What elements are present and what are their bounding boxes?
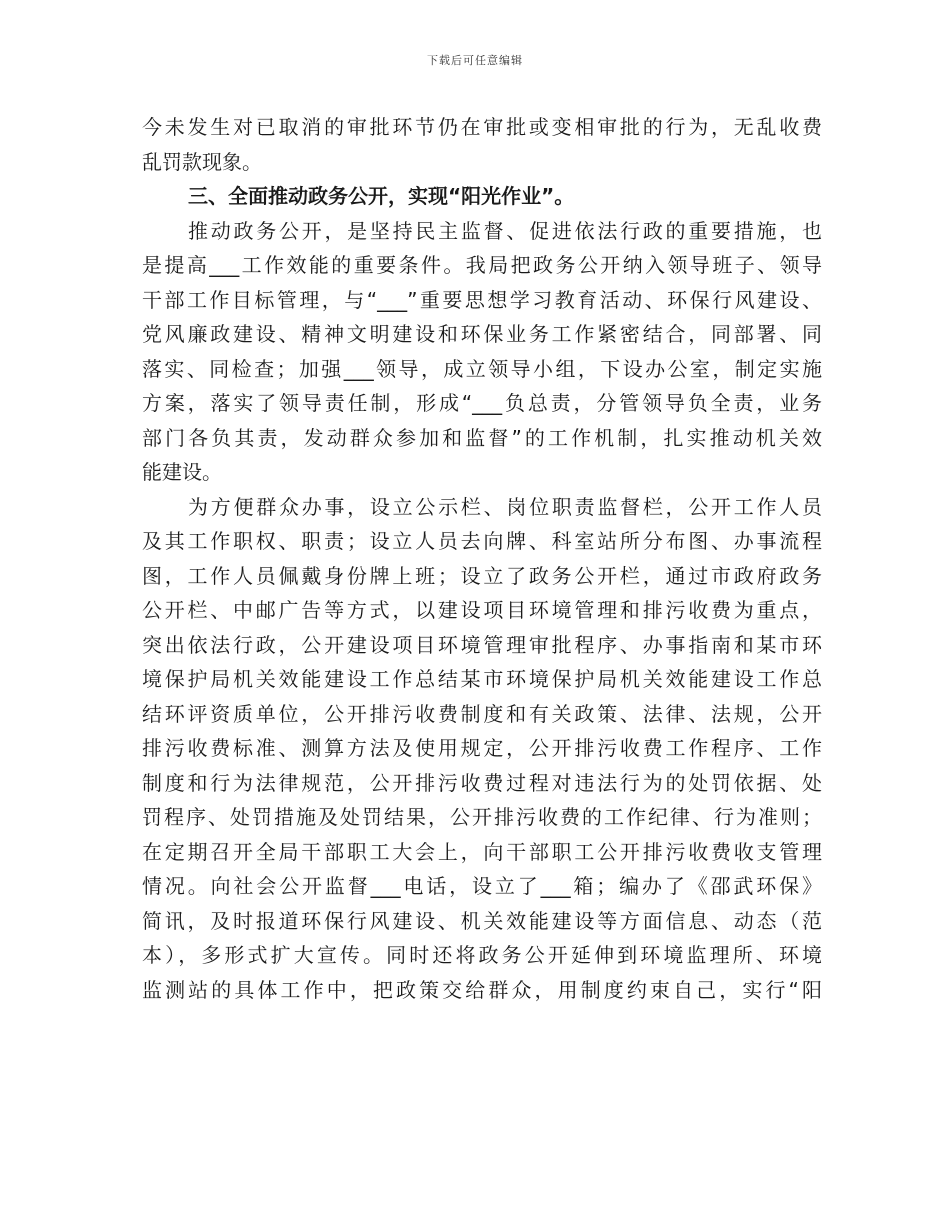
text-line: 今未发生对已取消的审批环节仍在审批或变相审批的行为，无乱收费 — [142, 115, 822, 139]
text-line: 监测站的具体工作中，把政策交给群众，用制度约束自己，实行“阳 — [142, 977, 822, 1002]
text-line: 排污收费标准、测算方法及使用规定，公开排污收费工作程序、工作 — [142, 736, 822, 760]
text-line: 是提高___工作效能的重要条件。我局把政务公开纳入领导班子、领导 — [142, 253, 822, 277]
text-line: 公开栏、中邮广告等方式，以建设项目环境管理和排污收费为重点， — [142, 598, 822, 622]
text-line: 及其工作职权、职责；设立人员去向牌、科室站所分布图、办事流程 — [142, 529, 822, 553]
section-heading: 三、全面推动政务公开，实现“阳光作业”。 — [188, 184, 575, 208]
document-body — [142, 110, 822, 1007]
text-line: 落实、同检查；加强___领导，成立领导小组，下设办公室，制定实施 — [142, 356, 822, 381]
text-line: 乱罚款现象。 — [142, 149, 262, 174]
text-line: 部门各负其责，发动群众参加和监督”的工作机制，扎实推动机关效 — [142, 425, 822, 450]
text-line: 情况。向社会公开监督___电话，设立了___箱；编办了《邵武环保》 — [142, 874, 822, 898]
page-header: 下载后可任意编辑 — [427, 54, 523, 67]
paragraph-first-line: 推动政务公开，是坚持民主监督、促进依法行政的重要措施，也 — [188, 218, 822, 243]
text-line: 在定期召开全局干部职工大会上，向干部职工公开排污收费收支管理 — [142, 839, 822, 864]
text-line: 党风廉政建设、精神文明建设和环保业务工作紧密结合，同部署、同 — [142, 322, 822, 346]
text-line: 本），多形式扩大宣传。同时还将政务公开延伸到环境监理所、环境 — [142, 943, 822, 967]
text-line: 图，工作人员佩戴身份牌上班；设立了政务公开栏，通过市政府政务 — [142, 563, 822, 588]
text-line: 简讯，及时报道环保行风建设、机关效能建设等方面信息、动态（范 — [142, 908, 822, 933]
paragraph-first-line: 为方便群众办事，设立公示栏、岗位职责监督栏，公开工作人员 — [188, 494, 822, 519]
text-line: 能建设。 — [142, 460, 222, 484]
text-line: 方案，落实了领导责任制，形成“___负总责，分管领导负全责，业务 — [142, 391, 822, 415]
text-line: 结环评资质单位，公开排污收费制度和有关政策、法律、法规，公开 — [142, 701, 822, 726]
text-line: 罚程序、处罚措施及处罚结果，公开排污收费的工作纪律、行为准则； — [142, 805, 822, 829]
text-line: 突出依法行政，公开建设项目环境管理审批程序、办事指南和某市环 — [142, 632, 822, 657]
text-line: 制度和行为法律规范，公开排污收费过程对违法行为的处罚依据、处 — [142, 770, 822, 795]
text-line: 干部工作目标管理，与“___”重要思想学习教育活动、环保行风建设、 — [142, 287, 822, 312]
text-line: 境保护局机关效能建设工作总结某市环境保护局机关效能建设工作总 — [142, 667, 822, 691]
